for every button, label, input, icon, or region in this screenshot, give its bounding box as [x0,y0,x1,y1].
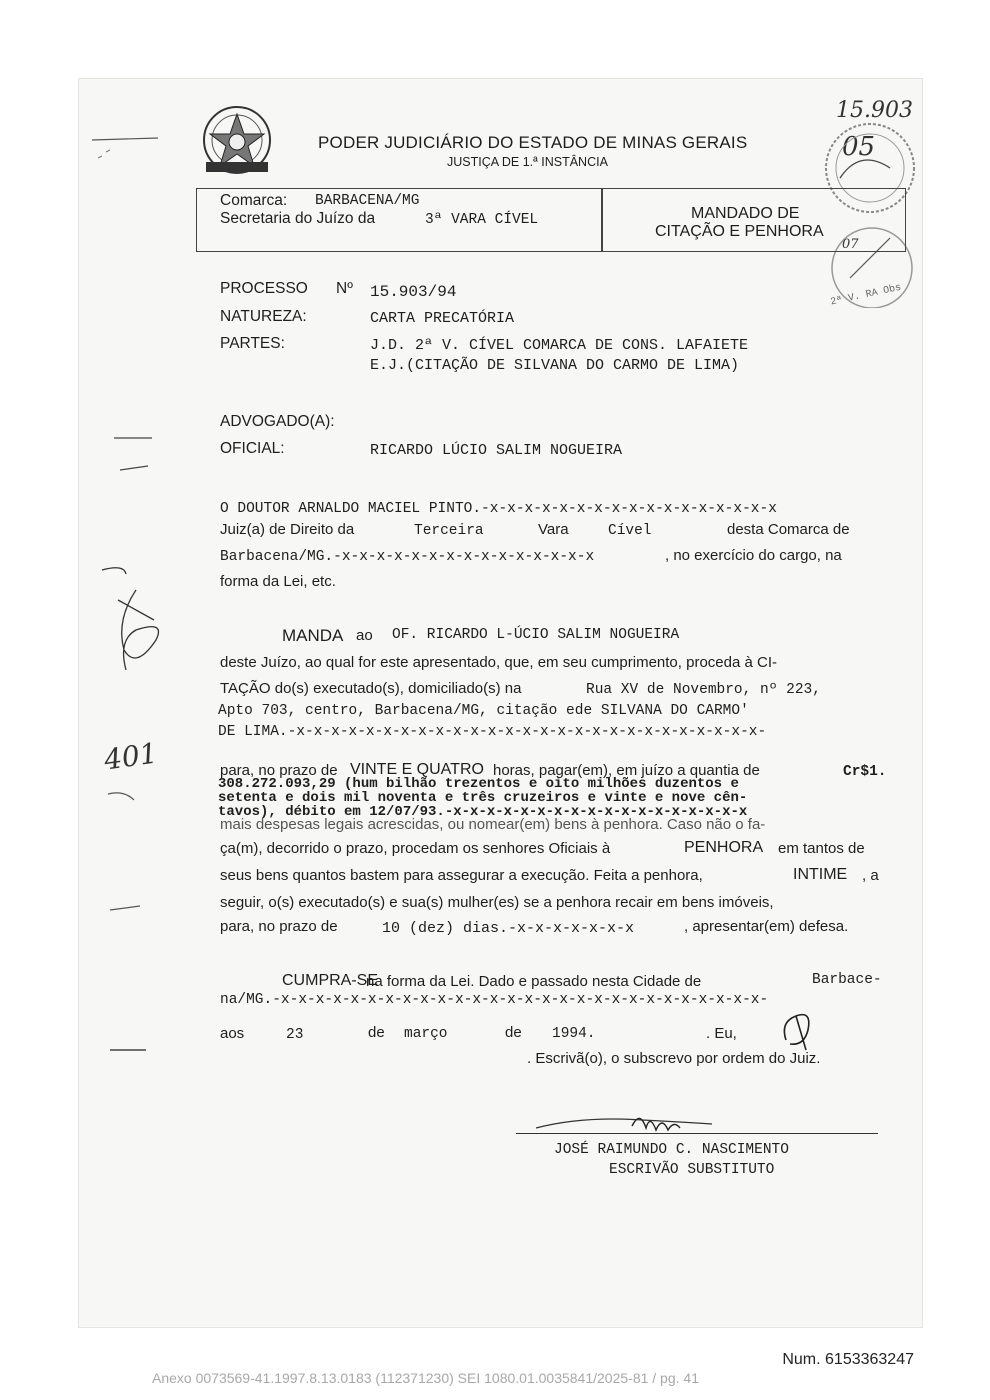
aos-text: aos [220,1025,245,1042]
pagar-text: horas, pagar(em), em juízo a quantia de [493,762,760,779]
doc-type-line1: MANDADO DE [691,205,800,222]
juiz-text: Juiz(a) de Direito da [220,521,355,538]
stamp-number: 07 [842,237,859,252]
cumpra-text: na forma da Lei. Dado e passado nesta Cidade de [366,973,702,990]
oficial-label: OFICIAL: [220,440,285,457]
header-subtitle: JUSTIÇA DE 1.ª INSTÂNCIA [447,155,608,169]
margin-dash-mark [110,430,160,480]
body-line-citacao: TAÇÃO do(s) executado(s), domiciliado(s) na [220,680,522,697]
handwritten-process-number: 15.903 [836,98,913,123]
partes-label: PARTES: [220,335,285,352]
clerk-initial-signature [776,1006,822,1052]
prazo-hours: VINTE E QUATRO [350,761,484,778]
state-seal-icon [192,100,282,180]
secretaria-value: 3ª VARA CÍVEL [425,212,539,228]
despesas-text: mais despesas legais acrescidas, ou nomear(em) bens à penhora. Caso não o fa- [220,816,766,833]
amount-line2: setenta e dois mil noventa e três cruzeiros e vinte e nove cên- [218,790,748,806]
forma-text: forma da Lei, etc. [220,573,336,590]
natureza-value: CARTA PRECATÓRIA [370,310,515,327]
manda-ao: ao [356,627,373,644]
address-line1: Rua XV de Novembro, nº 223, [586,682,821,698]
comarca-value: BARBACENA/MG [315,193,420,209]
date-day: 23 [286,1027,304,1043]
oficial-value: RICARDO LÚCIO SALIM NOGUEIRA [370,442,623,459]
bens-text: seus bens quantos bastem para assegurar a execução. Feita a penhora, [220,867,703,884]
margin-dash-mark-3 [106,1040,156,1060]
vara-word: Vara [538,521,569,538]
prazo-text: para, no prazo de [220,762,338,779]
defesa-days: 10 (dez) dias.-x-x-x-x-x-x-x [382,920,635,937]
secretaria-label: Secretaria do Juízo da [220,210,376,227]
exercicio-text: , no exercício do cargo, na [665,547,842,564]
processo-value: 15.903/94 [370,283,457,301]
partes-line1: J.D. 2ª V. CÍVEL COMARCA DE CONS. LAFAIETE [370,337,749,354]
comarca-label: Comarca: [220,192,288,209]
address-line3: DE LIMA.-x-x-x-x-x-x-x-x-x-x-x-x-x-x-x-x-x-x-x-x-x-x-x-x-x-x-x- [218,724,767,740]
date-year: 1994. [552,1026,596,1042]
doc-type-line2: CITAÇÃO E PENHORA [655,223,824,240]
footer-document-number: Num. 6153363247 [782,1351,914,1368]
date-month: março [404,1026,448,1042]
address-line2: Apto 703, centro, Barbacena/MG, citação ede SILVANA DO CARMO' [218,703,749,719]
natureza-label: NATUREZA: [220,308,307,325]
stamp-text: 2ª V. RA Obs [829,282,903,309]
comarca-text: desta Comarca de [727,521,850,538]
margin-dash-mark-2 [104,790,154,930]
body-line-deste: deste Juízo, ao qual for este apresentado, que, em seu cumprimento, proceda à CI- [220,654,777,671]
amount-line3: tavos), débito em 12/07/93.-x-x-x-x-x-x-x-x-x-x-x-x-x-x-x-x-x-x [218,804,748,820]
header-title: PODER JUDICIÁRIO DO ESTADO DE MINAS GERAIS [318,133,748,152]
cumpra-city-start: Barbace- [812,972,882,988]
handwritten-page-number: 05 [842,132,876,162]
vara-type: Cível [608,523,652,539]
executados-text: seguir, o(s) executado(s) e sua(s) mulher(es) se a penhora recair em bens imóveis, [220,894,774,911]
manda-label: MANDA [282,626,344,645]
signer-role: ESCRIVÃO SUBSTITUTO [609,1162,775,1178]
intime-word: INTIME [793,866,848,883]
decorrido-text: ça(m), decorrido o prazo, procedam os senhores Oficiais à [220,840,611,857]
currency-start: Cr$1. [843,764,887,780]
processo-label: PROCESSO [220,280,308,297]
manda-officer: OF. RICARDO L-ÚCIO SALIM NOGUEIRA [392,627,680,643]
advogado-label: ADVOGADO(A): [220,413,335,430]
date-de2: de [505,1024,522,1041]
footer-reference: Anexo 0073569-41.1997.8.13.0183 (112371230) SEI 1080.01.0035841/2025-81 / pg. 41 [152,1370,699,1386]
margin-signature-mark [96,560,176,690]
eu-text: . Eu, [706,1025,737,1042]
cumpra-label: CUMPRA-SE [282,972,379,989]
signer-name: JOSÉ RAIMUNDO C. NASCIMENTO [554,1142,789,1158]
defesa-text: , apresentar(em) defesa. [684,918,849,935]
margin-number: 401 [101,736,160,777]
amount-line1: 308.272.093,29 (hum bilhão trezentos e oito milhões duzentos e [218,776,739,792]
margin-scribble [88,128,168,168]
processo-no-label: Nº [336,280,353,297]
date-de1: de [368,1024,385,1041]
signature-line [516,1133,878,1134]
escriva-text: . Escrivã(o), o subscrevo por ordem do Juiz. [527,1050,821,1067]
penhora-word: PENHORA [684,839,764,856]
intime-suffix: , a [862,867,879,884]
defesa-prazo-text: para, no prazo de [220,918,338,935]
vara-ordinal: Terceira [414,523,484,539]
box-divider [601,189,603,251]
tantos-text: em tantos de [778,840,865,857]
judge-line: O DOUTOR ARNALDO MACIEL PINTO.-x-x-x-x-x-x-x-x-x-x-x-x-x-x-x-x-x [220,501,777,517]
partes-line2: E.J.(CITAÇÃO DE SILVANA DO CARMO DE LIMA) [370,357,740,374]
cumpra-city-end: na/MG.-x-x-x-x-x-x-x-x-x-x-x-x-x-x-x-x-x-x-x-x-x-x-x-x-x-x-x-x- [220,992,769,1008]
signature-scribble [532,1106,722,1146]
city-line: Barbacena/MG.-x-x-x-x-x-x-x-x-x-x-x-x-x-x-x [220,549,595,565]
